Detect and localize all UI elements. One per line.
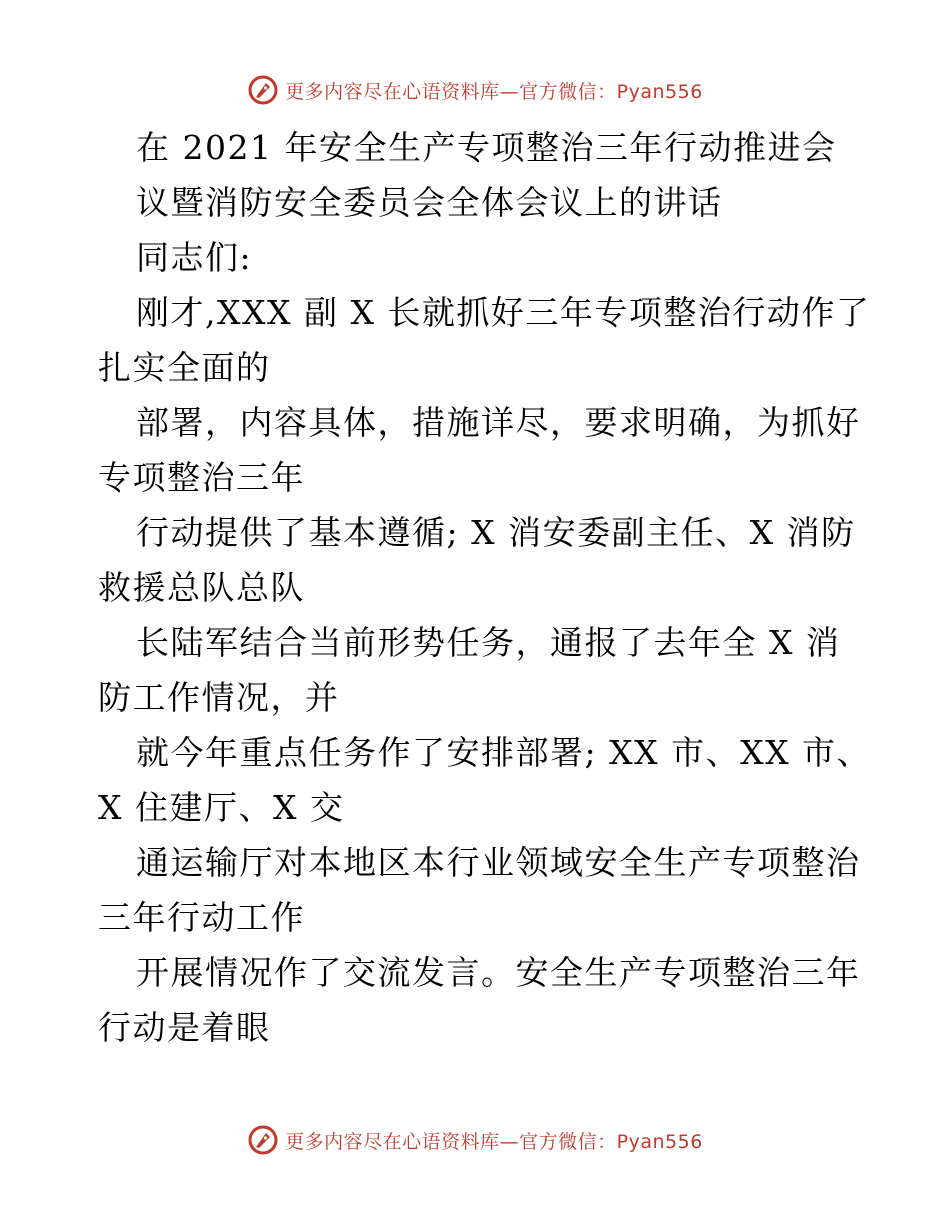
paragraph-line: 扎实全面的 xyxy=(98,348,271,387)
paragraph-line: 通运输厅对本地区本行业领域安全生产专项整治 xyxy=(136,843,861,882)
paragraph-line: 就今年重点任务作了安排部署; XX 市、XX 市、 xyxy=(136,733,872,772)
banner-text: 更多内容尽在心语资料库—官方微信：Pyan556 xyxy=(285,80,703,103)
paragraph-line: 行动是着眼 xyxy=(98,1008,271,1047)
title-line-1: 在 2021 年安全生产专项整治三年行动推进会 xyxy=(136,128,837,167)
paragraph-line: 专项整治三年 xyxy=(98,458,305,497)
paragraph-line: 救援总队总队 xyxy=(98,568,305,607)
paragraph-line: X 住建厅、X 交 xyxy=(98,788,345,827)
title-line-2: 议暨消防安全委员会全体会议上的讲话 xyxy=(136,183,723,222)
paragraph-line: 防工作情况，并 xyxy=(98,678,340,717)
document-body xyxy=(98,120,872,1055)
paragraph-line: 长陆军结合当前形势任务，通报了去年全 X 消 xyxy=(136,623,841,662)
paragraph-line: 行动提供了基本遵循; X 消安委副主任、X 消防 xyxy=(136,513,856,552)
paragraph-line: 三年行动工作 xyxy=(98,898,305,937)
pen-nib-circle-icon xyxy=(247,1124,279,1156)
paragraph-line: 刚才,XXX 副 X 长就抓好三年专项整治行动作了 xyxy=(136,293,871,332)
paragraph-line: 开展情况作了交流发言。安全生产专项整治三年 xyxy=(136,953,861,992)
footer-banner xyxy=(0,1122,950,1158)
header-banner xyxy=(0,72,950,108)
salutation: 同志们: xyxy=(136,238,253,277)
banner-text: 更多内容尽在心语资料库—官方微信：Pyan556 xyxy=(285,1130,703,1153)
pen-nib-circle-icon xyxy=(247,74,279,106)
paragraph-line: 部署，内容具体，措施详尽，要求明确，为抓好 xyxy=(136,403,861,442)
